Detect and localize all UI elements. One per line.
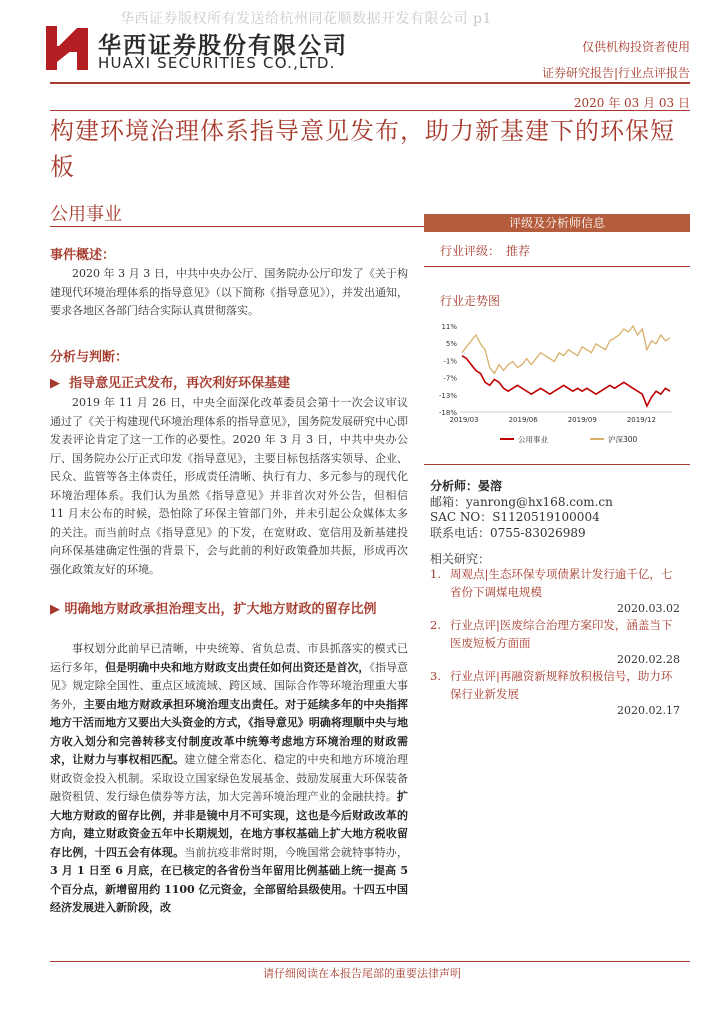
logo-icon [46, 26, 88, 70]
y-tick-label: -13% [438, 391, 457, 400]
x-tick-label: 2019/12 [626, 416, 656, 424]
rating-value: 推荐 [506, 244, 531, 258]
related-item[interactable] [430, 617, 680, 652]
point2-text [50, 640, 408, 918]
email-row [430, 495, 613, 511]
phone-value: 0755-83026989 [490, 525, 586, 540]
phone-label: 联系电话： [430, 525, 491, 540]
audience-note: 仅供机构投资者使用 [581, 40, 690, 54]
y-tick-label: 11% [441, 323, 457, 331]
point2-text-2: 《指导意见》规定除全国性、重点区域流域、跨区域、国际合作等环境治理重大事务外， [50, 660, 408, 711]
series-line-utilities [462, 356, 670, 406]
company-name-en: HUAXI SECURITIES CO.,LTD. [98, 54, 336, 72]
x-tick-label: 2019/03 [449, 416, 479, 424]
event-text: 2020 年 3 月 3 日，中共中央办公厅、国务院办公厅印发了《关于构建现代环境治理体系的指导意见》（以下简称《指导意见》），并发出通知，要求各地区各部门结合实际认真贯彻落实。 [50, 267, 408, 317]
point2-heading [50, 600, 408, 619]
y-tick-label: 5% [445, 340, 457, 349]
legend-label: 公用事业 [518, 435, 548, 444]
rating-divider [424, 266, 690, 267]
point2-bold-4: 3 月 1 日至 6 月底，在已核定的各省份当年留用比例基础上统一提高 5 个百分点，新增留用约 1100 亿元资金，全部留给县级使用。十四五中国经济发展进入新阶段，改 [50, 864, 408, 914]
related-item-date: 2020.02.28 [617, 653, 680, 666]
related-item-text[interactable]: 行业点评|再融资新规释放积极信号，助力环保行业新发展 [450, 669, 673, 701]
point2-bold-2: 主要由地方财政承担环境治理支出责任。对于延续多年的中央指挥地方干活而地方又要出大头资金的方式，《指导意见》明确将理顺中央与地方收入划分和完善转移支付制度改革中统筹考虑地方环境治理的财政需求，让财力与事权相匹配。 [50, 697, 409, 766]
phone-row [430, 526, 613, 542]
analysis-heading: 分析与判断： [50, 350, 129, 365]
related-item-date: 2020.03.02 [617, 602, 680, 615]
point2-bold-1: 但是明确中央和地方财政支出责任如何出资还是首次， [105, 660, 370, 674]
email-value[interactable]: yanrong@hx168.com.cn [466, 494, 613, 509]
point2-bold-3: 扩大地方财政的留存比例，并非是镜中月不可实现，这也是今后财政改革的方向，建立财政资金五年中长期规划，在地方事权基础上扩大地方税收留存比例，十四五会有体现。 [50, 790, 408, 859]
bullet-icon: ▶ [50, 376, 60, 391]
related-item[interactable] [430, 668, 680, 703]
sac-row [430, 510, 613, 526]
email-label: 邮箱： [430, 494, 467, 509]
event-heading: 事件概述： [50, 248, 116, 263]
sac-label: SAC NO： [430, 510, 493, 524]
trend-chart [430, 318, 688, 452]
header-divider [50, 82, 690, 84]
related-research-title: 相关研究： [430, 552, 491, 566]
related-item-text[interactable]: 行业点评|医废综合治理方案印发，涵盖当下医废短板方面面 [450, 618, 673, 650]
related-item-text[interactable]: 周观点|生态环保专项债累计发行逾千亿，七省份下调煤电规模 [450, 567, 673, 599]
analyst-label: 分析师： [430, 479, 479, 493]
sidebar-heading: 评级及分析师信息 [424, 214, 690, 232]
footer-divider [50, 961, 690, 962]
report-date: 2020 年 03 月 03 日 [573, 96, 690, 110]
report-title: 构建环境治理体系指导意见发布，助力新基建下的环保短板 [50, 117, 675, 181]
point2-text-3: 建立健全常态化、稳定的中央和地方环境治理财政资金投入机制。采取设立国家绿色发展基金、鼓励发展重大环保装备融资租赁、发行绿色债券等方法，加大完善环境治理产业的金融扶持。 [50, 753, 409, 803]
point2-title: 明确地方财政承担治理支出，扩大地方财政的留存比例 [64, 602, 377, 617]
point2-text-4: 当前抗疫非常时期，今晚国常会就特事特办， [184, 845, 409, 859]
point1-title: 指导意见正式发布，再次利好环保基建 [69, 376, 291, 391]
y-tick-label: -18% [438, 409, 457, 417]
related-item-num: 2. [430, 618, 441, 632]
analyst-info [430, 479, 613, 541]
trend-chart-label: 行业走势图 [440, 294, 501, 308]
point2-text-1: 事权划分此前早已清晰，中央统筹、省负总责、市县抓落实的模式已运行多年， [50, 642, 408, 674]
x-tick-label: 2019/06 [508, 416, 538, 424]
analyst-row [430, 479, 613, 495]
related-research-list [430, 566, 680, 717]
point1-heading [50, 374, 408, 393]
watermark: 华西证券版权所有发送给杭州同花顺数据开发有限公司 p1 [120, 11, 492, 27]
chart-divider [424, 464, 690, 465]
related-item-num: 3. [430, 669, 441, 683]
company-name-cn: 华西证券股份有限公司 [98, 33, 348, 59]
report-type: 证券研究报告|行业点评报告 [541, 66, 690, 80]
rating-label: 行业评级： [440, 244, 501, 258]
related-item[interactable] [430, 566, 680, 601]
legend-label: 沪深300 [608, 435, 638, 444]
related-item-date: 2020.02.17 [617, 704, 680, 717]
date-divider [50, 110, 690, 111]
x-tick-label: 2019/09 [567, 416, 597, 424]
y-tick-label: -7% [443, 374, 457, 383]
y-tick-label: -1% [443, 357, 457, 366]
series-line-hs300 [462, 326, 670, 373]
point1-text: 2019 年 11 月 26 日，中央全面深化改革委员会第十一次会议审议通过了《关于构建现代环境治理体系的指导意见》，国务院发展研究中心即发表评论肯定了这一工作的必要性。2020 年 3 月 3 日，中共中央办公厅、国务院办公厅正式印发《指导意见》，主要目标包括落实领导、企业、民众、监管等各主体责任，形成责任清晰、执行有力、多元参与的现代化环境治理体系。我们认为虽然《指导意见》并非首次对外公告，但相信 11 月末公布的时候，恐怕除了环保主管部门外，并未引起公众媒体太多的关注。而当前时点《指导意见》的下发，在宽财政、宽信用及新基建投向环保基建确定性强的背景下，会与此前的利好政策叠加共振，形成再次强化政策友好的环境。 [50, 396, 408, 576]
bullet-icon: ▶ [50, 602, 60, 617]
legal-notice: 请仔细阅读在本报告尾部的重要法律声明 [263, 967, 461, 980]
related-item-num: 1. [430, 567, 441, 581]
industry-name: 公用事业 [50, 204, 122, 225]
sac-value: S1120519100004 [492, 510, 600, 524]
analyst-name: 晏溶 [478, 479, 503, 493]
